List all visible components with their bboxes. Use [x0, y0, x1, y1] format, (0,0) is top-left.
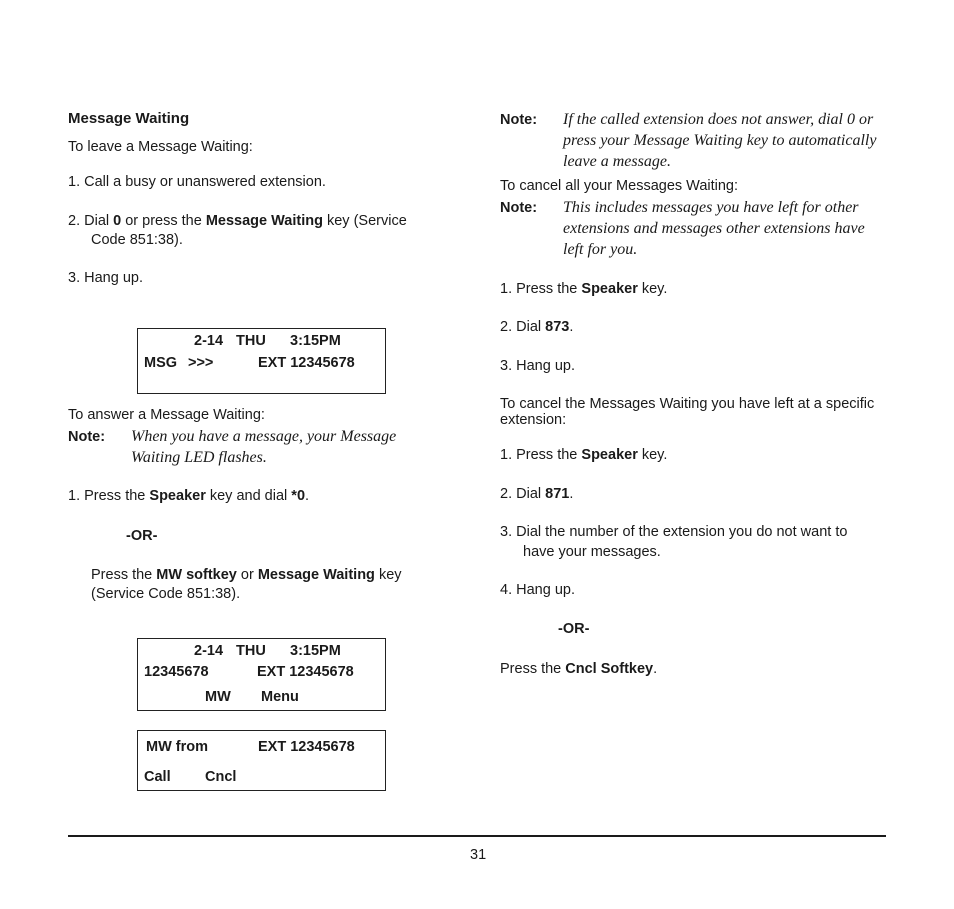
note-1-text: If the called extension does not answer, dial 0 or press your Message Waiting key to automatically leave a message.	[563, 111, 877, 170]
answer-step-1: 1. Press the Speaker key and dial *0.	[68, 488, 310, 504]
note-label: Note:	[68, 429, 106, 445]
cancel-all-step-1: 1. Press the Speaker key.	[500, 281, 668, 297]
cancel-all-step-3: 3. Hang up.	[500, 358, 575, 374]
leave-intro: To leave a Message Waiting:	[68, 139, 253, 155]
note-2-text: This includes messages you have left for other extensions and messages other extensions have left for you.	[563, 199, 865, 258]
or-separator: -OR-	[126, 528, 158, 544]
cancel-all-intro: To cancel all your Messages Waiting:	[500, 178, 739, 194]
leave-step-1: 1. Call a busy or unanswered extension.	[68, 174, 326, 190]
cancel-all-step-2: 2. Dial 873.	[500, 319, 574, 335]
leave-step-3: 3. Hang up.	[68, 270, 143, 286]
note-text: When you have a message, your Message Waiting LED flashes.	[131, 428, 397, 466]
note-1-label: Note:	[500, 112, 538, 128]
lcd-display-mw-from: MW from EXT 12345678 Call Cncl	[137, 730, 386, 791]
leave-step-2-cont: Code 851:38).	[91, 232, 183, 248]
cancel-specific-step-3: 3. Dial the number of the extension you do not want to	[500, 524, 848, 540]
cancel-specific-step-2: 2. Dial 871.	[500, 486, 574, 502]
cancel-specific-step-1: 1. Press the Speaker key.	[500, 447, 668, 463]
cancel-specific-intro: To cancel the Messages Waiting you have left at a specific extension:	[500, 396, 875, 428]
cancel-specific-step-4: 4. Hang up.	[500, 582, 575, 598]
page-number: 31	[470, 847, 487, 863]
footer-rule	[68, 835, 886, 837]
answer-alt-cont: (Service Code 851:38).	[91, 586, 241, 602]
note-2-label: Note:	[500, 200, 538, 216]
cancel-alt: Press the Cncl Softkey.	[500, 661, 658, 677]
or-separator-right: -OR-	[558, 621, 590, 637]
answer-alt: Press the MW softkey or Message Waiting key	[91, 567, 402, 583]
cancel-specific-step-3-cont: have your messages.	[523, 544, 661, 560]
section-heading: Message Waiting	[68, 110, 190, 127]
leave-step-2: 2. Dial 0 or press the Message Waiting key (Service	[68, 213, 407, 229]
answer-intro: To answer a Message Waiting:	[68, 407, 265, 423]
lcd-display-idle: 2-14 THU 3:15PM MSG >>> EXT 12345678	[137, 328, 386, 394]
lcd-display-mw: 2-14 THU 3:15PM 12345678 EXT 12345678 MW Menu	[137, 638, 386, 711]
